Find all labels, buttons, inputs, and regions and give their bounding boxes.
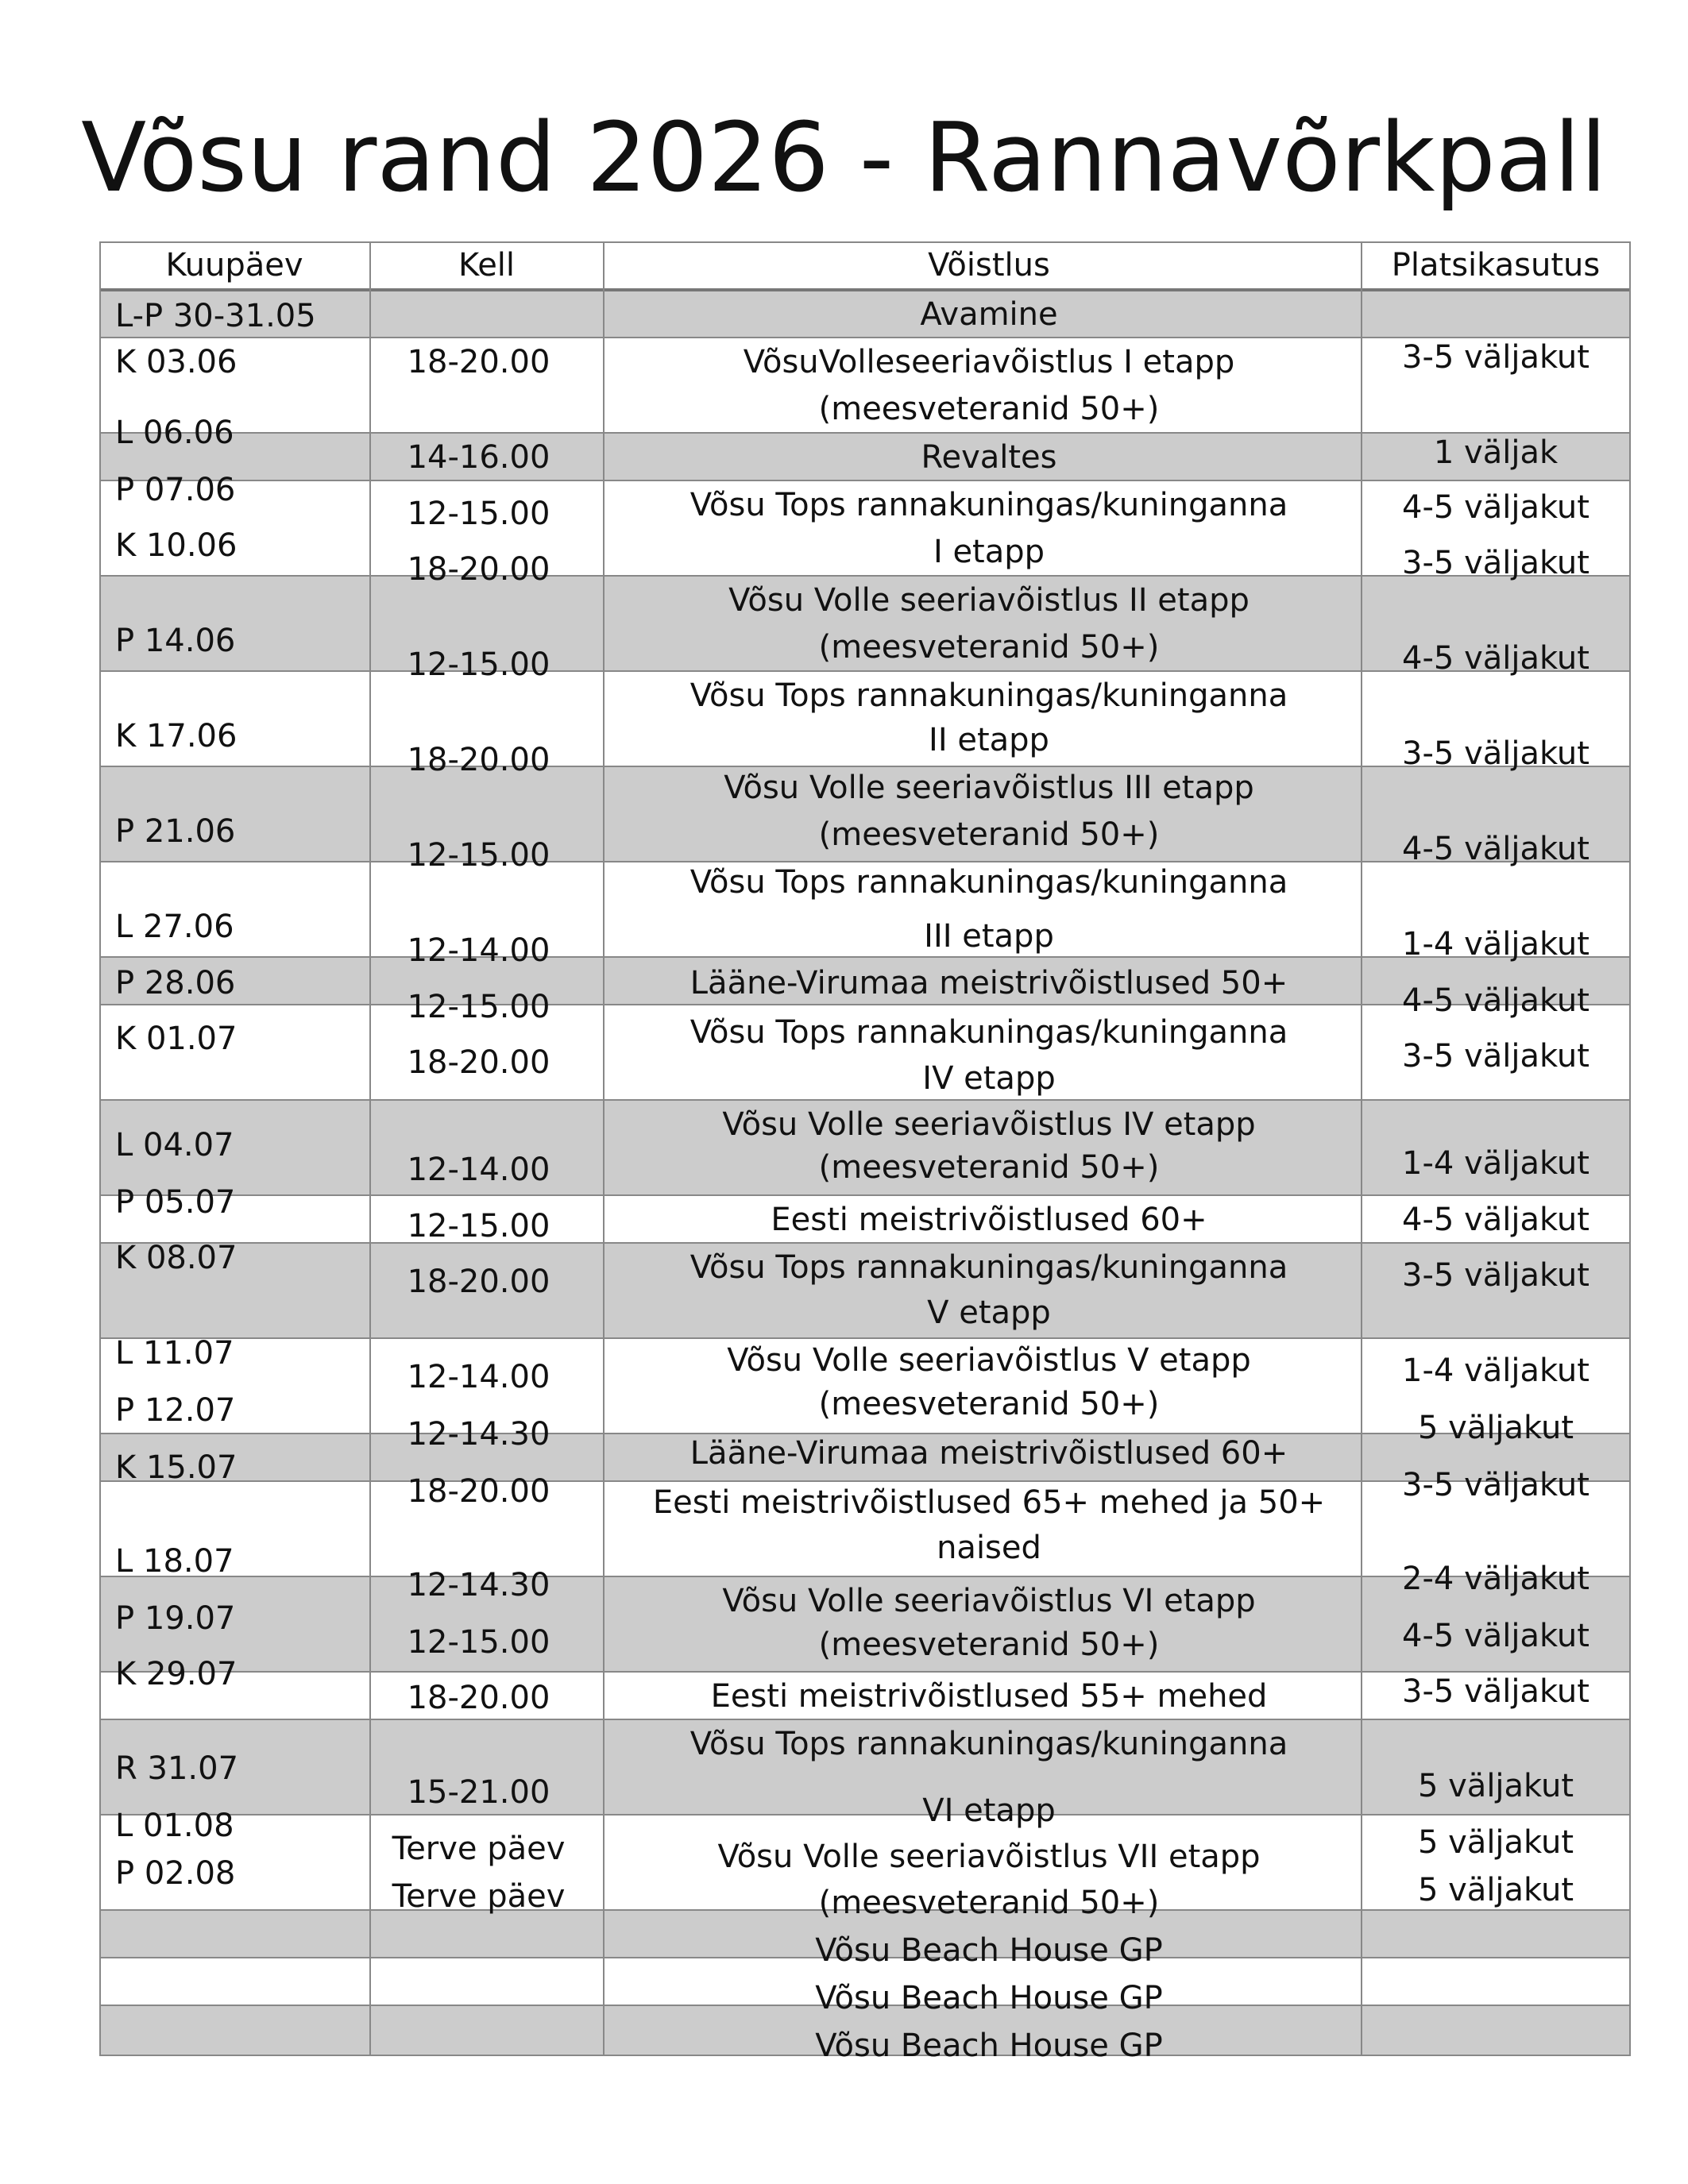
courts-cell: 3-5 väljakut [1402,545,1590,581]
courts-cell: 3-5 väljakut [1402,1673,1590,1710]
date-cell: P 28.06 [115,965,236,1001]
date-cell: L 27.06 [115,909,234,945]
event-cell: Võsu Volle seeriavõistlus IV etapp [722,1106,1256,1143]
date-cell: L 06.06 [115,415,234,451]
event-cell: Võsu Tops rannakuningas/kuninganna [689,864,1288,901]
time-cell: 12-14.00 [407,1152,550,1188]
event-cell: Võsu Tops rannakuningas/kuninganna [689,1014,1288,1051]
event-cell: Võsu Volle seeriavõistlus VII etapp [717,1839,1261,1875]
page-title: Võsu rand 2026 - Rannavõrkpall [81,103,1607,214]
date-cell: K 29.07 [115,1656,238,1692]
time-cell: Terve päev [392,1831,566,1867]
header-event: Võistlus [928,247,1050,284]
time-cell: 12-15.00 [407,646,550,683]
event-cell: Lääne-Virumaa meistrivõistlused 60+ [689,1435,1288,1472]
date-cell: L 01.08 [115,1808,234,1844]
date-cell: P 02.08 [115,1855,236,1892]
date-cell: K 03.06 [115,344,238,380]
date-cell: K 01.07 [115,1021,238,1057]
date-cell: P 21.06 [115,813,236,850]
time-cell: Terve päev [392,1878,566,1915]
event-cell: Võsu Tops rannakuningas/kuninganna [689,1249,1288,1286]
courts-cell: 3-5 väljakut [1402,1038,1590,1075]
date-cell: R 31.07 [115,1750,239,1787]
event-cell: (meesveteranid 50+) [818,816,1160,853]
event-cell: Võsu Tops rannakuningas/kuninganna [689,677,1288,714]
event-cell: Võsu Beach House GP [815,1932,1163,1969]
event-cell: (meesveteranid 50+) [818,1386,1160,1422]
time-cell: 18-20.00 [407,1044,550,1081]
courts-cell: 5 väljakut [1417,1872,1574,1908]
courts-cell: 1-4 väljakut [1402,926,1590,963]
courts-cell: 5 väljakut [1417,1824,1574,1861]
time-cell: 18-20.00 [407,1680,550,1716]
date-cell: P 14.06 [115,623,236,659]
time-cell: 18-20.00 [407,742,550,778]
event-cell: (meesveteranid 50+) [818,629,1160,666]
event-cell: Eesti meistrivõistlused 65+ mehed ja 50+ [652,1484,1326,1521]
event-cell: Lääne-Virumaa meistrivõistlused 50+ [689,965,1288,1001]
time-cell: 18-20.00 [407,1264,550,1300]
date-cell: P 07.06 [115,472,236,508]
time-cell: 18-20.00 [407,344,550,380]
schedule-table [99,241,1631,2064]
event-cell: (meesveteranid 50+) [818,1885,1160,1921]
courts-cell: 3-5 väljakut [1402,735,1590,772]
event-cell: (meesveteranid 50+) [818,1149,1160,1186]
courts-cell: 1-4 väljakut [1402,1145,1590,1182]
time-cell: 14-16.00 [407,439,550,476]
time-cell: 12-15.00 [407,837,550,874]
time-cell: 15-21.00 [407,1774,550,1811]
event-cell: Võsu Tops rannakuningas/kuninganna [689,1726,1288,1762]
date-cell: L-P 30-31.05 [115,298,316,334]
event-cell: (meesveteranid 50+) [818,391,1160,427]
date-cell: L 04.07 [115,1127,234,1163]
date-cell: K 17.06 [115,718,238,754]
date-cell: K 10.06 [115,527,238,564]
event-cell: I etapp [933,534,1045,570]
header-courts: Platsikasutus [1391,247,1601,284]
event-cell: Võsu Volle seeriavõistlus II etapp [728,582,1250,619]
event-cell: Võsu Volle seeriavõistlus V etapp [727,1342,1251,1379]
time-cell: 12-14.30 [407,1567,550,1603]
event-cell: naised [937,1530,1041,1566]
courts-cell: 4-5 väljakut [1402,982,1590,1019]
courts-cell: 4-5 väljakut [1402,831,1590,867]
courts-cell: 3-5 väljakut [1402,1467,1590,1503]
date-cell: L 18.07 [115,1543,234,1580]
event-cell: Eesti meistrivõistlused 60+ [771,1202,1207,1238]
event-cell: VI etapp [922,1792,1056,1829]
event-cell: V etapp [927,1295,1051,1331]
date-cell: P 12.07 [115,1392,236,1429]
table-border [99,241,101,2056]
time-cell: 18-20.00 [407,551,550,588]
date-cell: P 19.07 [115,1600,236,1637]
courts-cell: 4-5 väljakut [1402,1202,1590,1238]
courts-cell: 4-5 väljakut [1402,489,1590,526]
header-date: Kuupäev [165,247,303,284]
courts-cell: 5 väljakut [1417,1410,1574,1446]
time-cell: 12-14.00 [407,1359,550,1395]
event-cell: VõsuVolleseeriavõistlus I etapp [743,344,1235,380]
time-cell: 12-15.00 [407,989,550,1025]
courts-cell: 3-5 väljakut [1402,339,1590,376]
courts-cell: 4-5 väljakut [1402,1618,1590,1654]
courts-cell: 3-5 väljakut [1402,1257,1590,1294]
time-cell: 12-15.00 [407,496,550,532]
event-cell: II etapp [929,722,1049,758]
date-cell: P 05.07 [115,1184,236,1221]
event-cell: III etapp [924,918,1054,955]
date-cell: K 15.07 [115,1449,238,1486]
event-cell: IV etapp [922,1060,1056,1097]
time-cell: 12-15.00 [407,1208,550,1244]
time-cell: 12-15.00 [407,1624,550,1661]
event-cell: Võsu Tops rannakuningas/kuninganna [689,487,1288,523]
time-cell: 12-14.30 [407,1416,550,1453]
event-cell: Võsu Volle seeriavõistlus III etapp [724,770,1254,806]
event-cell: Võsu Beach House GP [815,2028,1163,2064]
event-cell: (meesveteranid 50+) [818,1626,1160,1663]
header-time: Kell [458,247,516,284]
event-cell: Võsu Beach House GP [815,1980,1163,2016]
event-cell: Võsu Volle seeriavõistlus VI etapp [722,1583,1256,1619]
courts-cell: 2-4 väljakut [1402,1561,1590,1597]
time-cell: 12-14.00 [407,932,550,969]
time-cell: 18-20.00 [407,1473,550,1510]
date-cell: K 08.07 [115,1240,238,1276]
event-cell: Eesti meistrivõistlused 55+ mehed [710,1678,1268,1715]
event-cell: Avamine [920,296,1058,333]
event-cell: Revaltes [921,439,1057,476]
courts-cell: 5 väljakut [1417,1768,1574,1804]
courts-cell: 1 väljak [1433,434,1559,471]
courts-cell: 1-4 väljakut [1402,1352,1590,1389]
courts-cell: 4-5 väljakut [1402,640,1590,677]
date-cell: L 11.07 [115,1335,234,1372]
